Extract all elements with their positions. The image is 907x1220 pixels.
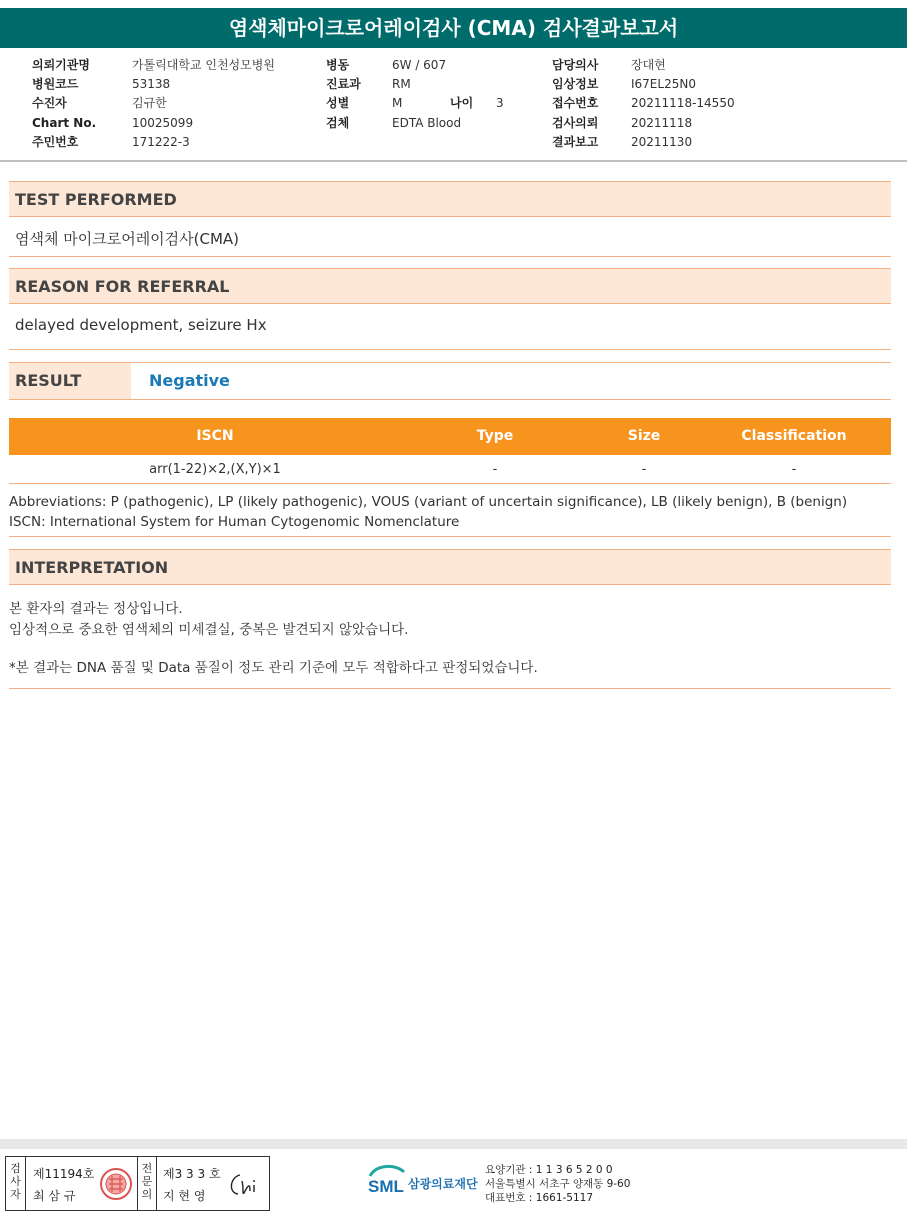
info-value-age: 3	[496, 96, 504, 111]
result-table-header	[9, 418, 891, 455]
cell-iscn: arr(1-22)×2,(X,Y)×1	[149, 462, 281, 477]
info-col-1	[32, 56, 275, 152]
info-label: 접수번호	[552, 96, 599, 111]
signature-stamp	[5, 1156, 270, 1211]
interpretation-line: 임상적으로 중요한 염색체의 미세결실, 중복은 발견되지 않았습니다.	[9, 622, 409, 638]
specialist-label-text: 전문의	[141, 1162, 153, 1201]
info-value: 20211130	[631, 134, 693, 149]
address-line: 서울특별시 서초구 양재동 9-60	[485, 1178, 631, 1190]
info-row	[552, 94, 735, 113]
info-label: 의뢰기관명	[32, 58, 90, 72]
inspector-name: 최 삼 규	[33, 1189, 76, 1203]
result-value: Negative	[149, 371, 230, 390]
info-value: 20211118-14550	[631, 96, 735, 111]
divider	[9, 688, 891, 689]
info-row	[552, 133, 735, 152]
iscn-definition-line: ISCN: International System for Human Cytogenomic Nomenclature	[9, 514, 460, 530]
specialist-no: 제3 3 3 호	[163, 1167, 221, 1181]
info-value: 20211118	[631, 115, 693, 130]
interpretation-line: 본 환자의 결과는 정상입니다.	[9, 601, 183, 617]
sml-logo-icon	[366, 1162, 408, 1202]
info-label: 주민번호	[32, 134, 79, 149]
info-row	[32, 94, 275, 113]
header-type: Type	[476, 428, 514, 444]
info-col-3	[552, 56, 735, 152]
divider	[9, 256, 891, 257]
divider	[9, 536, 891, 537]
interpretation-heading: INTERPRETATION	[9, 549, 891, 585]
cell-type: -	[492, 462, 498, 477]
info-value: 171222-3	[132, 134, 190, 149]
info-label: 병동	[326, 58, 350, 72]
info-row	[32, 114, 275, 133]
info-label: 담당의사	[552, 58, 599, 72]
info-row	[552, 75, 735, 94]
address-line: 대표번호 : 1661-5117	[485, 1192, 594, 1204]
inspector-label	[6, 1157, 26, 1210]
header-divider	[0, 160, 907, 162]
org-name: 삼광의료재단	[408, 1177, 478, 1191]
test-performed-heading: TEST PERFORMED	[9, 181, 891, 217]
interpretation-note: *본 결과는 DNA 품질 및 Data 품질이 정도 관리 기준에 모두 적합하다고 판정되었습니다.	[9, 660, 538, 676]
info-value: I67EL25N0	[631, 77, 696, 92]
info-row	[552, 114, 735, 133]
info-value: M	[392, 96, 403, 111]
footer-bar	[0, 1139, 907, 1149]
table-row	[9, 456, 891, 484]
red-seal-icon	[99, 1167, 133, 1201]
info-label: 병원코드	[32, 77, 79, 92]
info-value: EDTA Blood	[392, 115, 462, 130]
org-address	[485, 1163, 630, 1205]
info-value: 가톨릭대학교 인천성모병원	[132, 58, 275, 72]
header-size: Size	[627, 428, 661, 444]
info-row	[326, 94, 504, 113]
sml-logo-text: SML	[368, 1177, 404, 1196]
info-label: 진료과	[326, 77, 361, 92]
cell-classification: -	[791, 462, 797, 477]
specialist-label	[137, 1157, 157, 1210]
result-row	[9, 362, 891, 400]
info-label: 검체	[326, 115, 350, 130]
divider	[9, 349, 891, 350]
info-row	[32, 133, 275, 152]
specialist-name: 지 현 영	[163, 1189, 206, 1203]
address-line: 요양기관 : 1 1 3 6 5 2 0 0	[485, 1164, 613, 1176]
info-value: 김규한	[132, 96, 167, 111]
info-row	[326, 114, 504, 133]
inspector-label-text: 검사자	[10, 1162, 21, 1201]
inspector-no: 제11194호	[33, 1167, 95, 1181]
info-row	[326, 56, 504, 75]
cell-size: -	[641, 462, 647, 477]
info-value: 53138	[132, 77, 171, 92]
info-row	[32, 75, 275, 94]
info-label: Chart No.	[32, 115, 97, 130]
signature-icon	[224, 1167, 264, 1201]
info-value: RM	[392, 77, 411, 92]
test-performed-text: 염색체 마이크로어레이검사(CMA)	[15, 230, 240, 248]
info-label: 성별	[326, 96, 350, 111]
info-label-age: 나이	[450, 96, 474, 111]
header-classification: Classification	[741, 428, 847, 444]
result-label: RESULT	[9, 363, 131, 399]
info-col-2	[326, 56, 504, 133]
abbreviations-line: Abbreviations: P (pathogenic), LP (likely pathogenic), VOUS (variant of uncertain significance), LB (likely benign), B (benign)	[9, 494, 848, 510]
reason-heading: REASON FOR REFERRAL	[9, 268, 891, 304]
info-label: 결과보고	[552, 134, 599, 149]
info-row	[32, 56, 275, 75]
reason-text: delayed development, seizure Hx	[15, 316, 267, 334]
info-label: 검사의뢰	[552, 115, 599, 130]
report-title: 염색체마이크로어레이검사 (CMA) 검사결과보고서	[0, 8, 907, 48]
info-row	[326, 75, 504, 94]
info-label: 임상정보	[552, 77, 599, 92]
info-value: 장대현	[631, 58, 666, 72]
header-iscn: ISCN	[196, 428, 234, 444]
info-row	[552, 56, 735, 75]
info-value: 10025099	[132, 115, 194, 130]
info-label: 수진자	[32, 96, 67, 111]
info-value: 6W / 607	[392, 58, 447, 72]
